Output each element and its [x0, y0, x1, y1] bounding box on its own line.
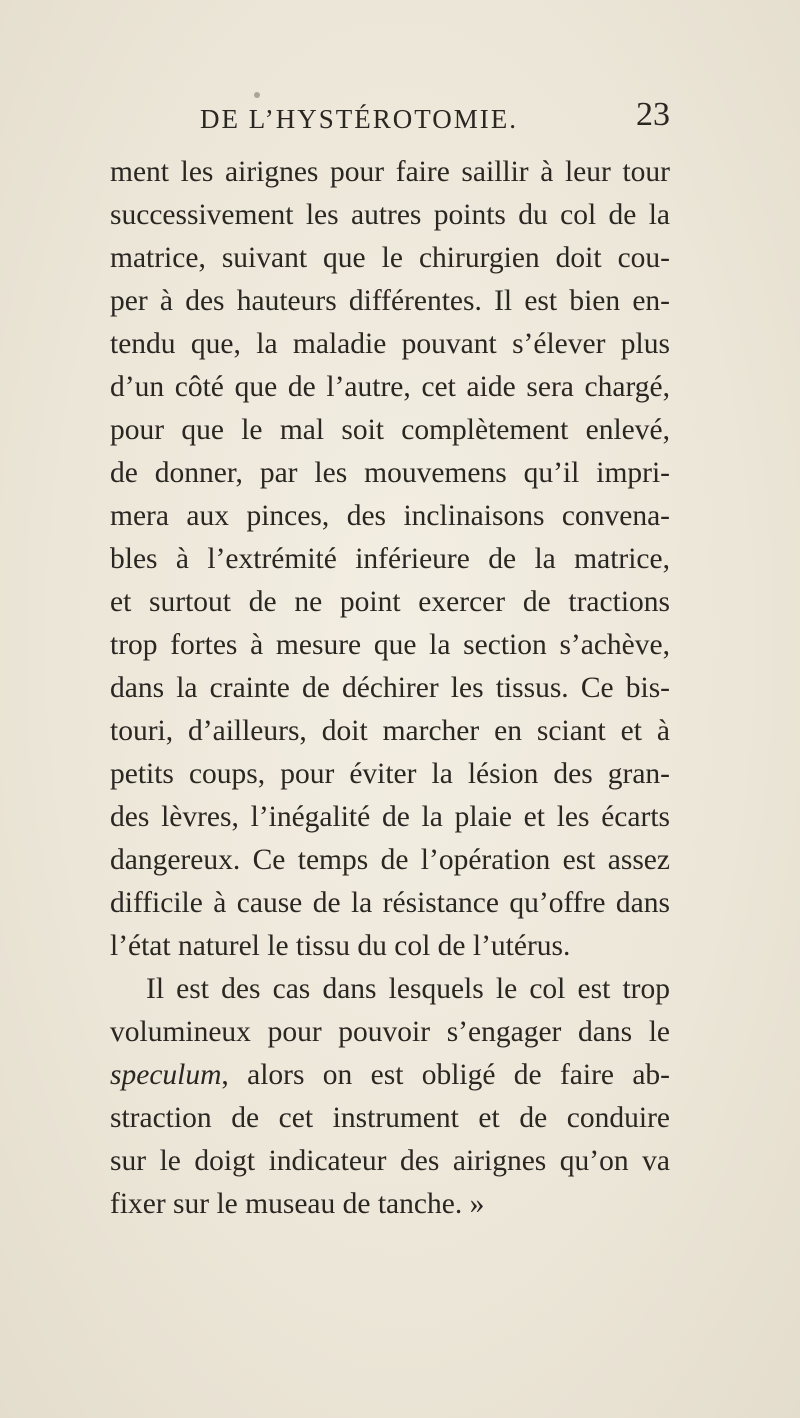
text-line: touri, d’ailleurs, doit marcher en sciant et à	[110, 715, 670, 747]
text-line: sur le doigt indicateur des airignes qu’on va	[110, 1145, 670, 1177]
text-line: dans la crainte de déchirer les tissus. Ce bis-	[110, 672, 670, 704]
text-line: volumineux pour pouvoir s’engager dans le	[110, 1016, 670, 1048]
italic-term: speculum	[110, 1059, 222, 1091]
text-line: tendu que, la maladie pouvant s’élever plus	[110, 328, 670, 360]
text-line: petits coups, pour éviter la lésion des gran-	[110, 758, 670, 790]
paragraph-first-line: Il est des cas dans lesquels le col est trop	[146, 973, 670, 1005]
text-line: trop fortes à mesure que la section s’achève,	[110, 629, 670, 661]
ink-speck	[254, 92, 260, 98]
text-line: dangereux. Ce temps de l’opération est assez	[110, 844, 670, 876]
text-line	[110, 1055, 670, 1095]
text-line: difficile à cause de la résistance qu’offre dans	[110, 887, 670, 919]
page-number: 23	[636, 96, 670, 133]
text-line: ment les airignes pour faire saillir à leur tour	[110, 156, 670, 188]
text-line: l’état naturel le tissu du col de l’utérus.	[110, 930, 571, 962]
text-line: fixer sur le museau de tanche. »	[110, 1188, 485, 1220]
text-line: pour que le mal soit complètement enlevé,	[110, 414, 670, 446]
text-line: matrice, suivant que le chirurgien doit cou-	[110, 242, 670, 274]
text-line: des lèvres, l’inégalité de la plaie et les écarts	[110, 801, 670, 833]
text-line: straction de cet instrument et de conduire	[110, 1102, 670, 1134]
text-segment: , alors on est obligé de faire ab-	[221, 1059, 670, 1091]
text-line: de donner, par les mouvemens qu’il impri-	[110, 457, 670, 489]
text-line: d’un côté que de l’autre, cet aide sera chargé,	[110, 371, 670, 403]
running-title: DE L’HYSTÉROTOMIE.	[200, 104, 518, 134]
text-line: per à des hauteurs différentes. Il est bien en-	[110, 285, 670, 317]
text-line: bles à l’extrémité inférieure de la matrice,	[110, 543, 670, 575]
text-line: mera aux pinces, des inclinaisons convena-	[110, 500, 670, 532]
text-line: et surtout de ne point exercer de tractions	[110, 586, 670, 618]
text-line: successivement les autres points du col de la	[110, 199, 670, 231]
